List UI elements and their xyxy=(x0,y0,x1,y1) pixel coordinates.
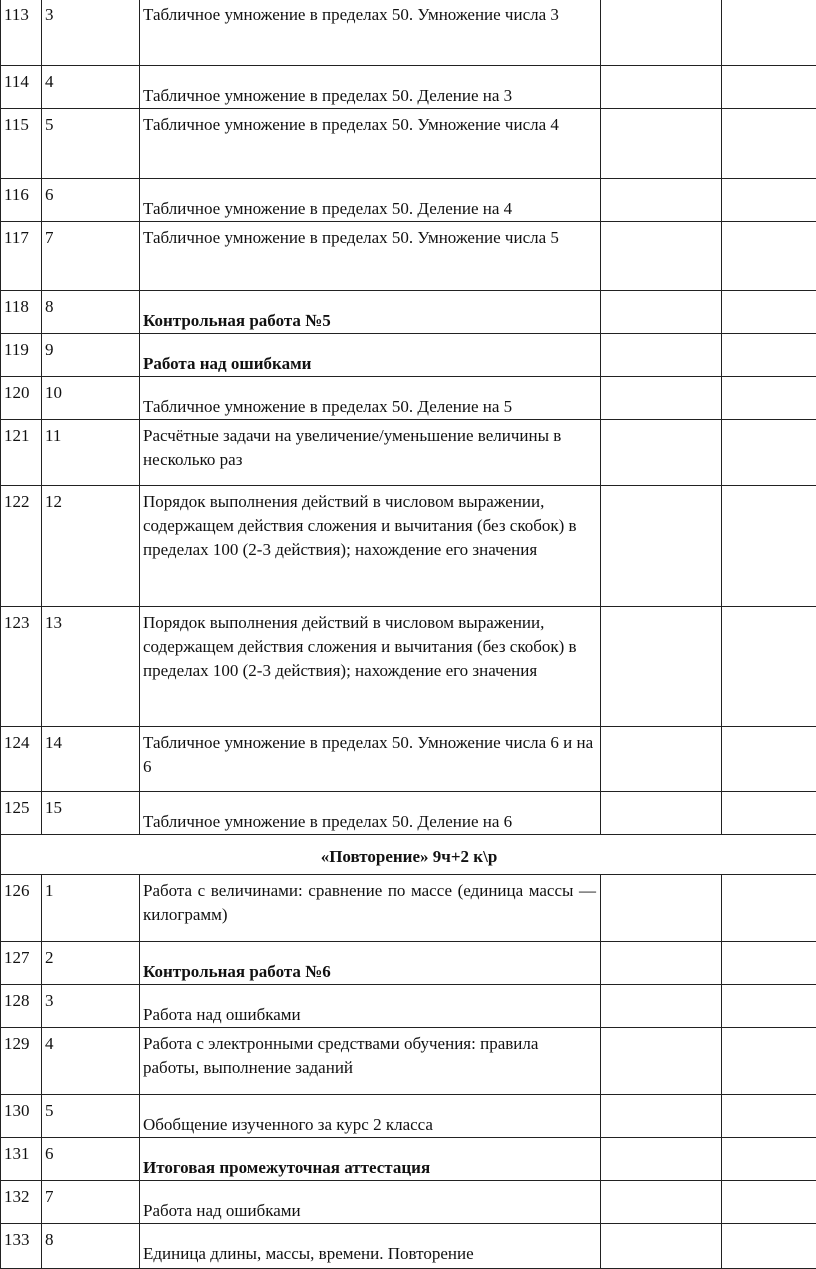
lesson-number: 118 xyxy=(1,291,42,334)
lesson-row xyxy=(1,291,816,334)
lesson-row xyxy=(1,222,816,291)
lesson-date-cell xyxy=(722,420,816,486)
lesson-row xyxy=(1,1028,816,1095)
lesson-row xyxy=(1,179,816,222)
lesson-hours-cell xyxy=(601,792,722,835)
lesson-index: 7 xyxy=(42,1181,140,1224)
lesson-date-cell xyxy=(722,66,816,109)
lesson-row xyxy=(1,942,816,985)
lesson-hours-cell xyxy=(601,66,722,109)
lesson-hours-cell xyxy=(601,420,722,486)
lesson-index: 3 xyxy=(42,985,140,1028)
lesson-date-cell xyxy=(722,607,816,727)
lesson-hours-cell xyxy=(601,607,722,727)
lesson-date-cell xyxy=(722,985,816,1028)
lesson-number: 114 xyxy=(1,66,42,109)
section-row xyxy=(1,835,816,875)
lesson-number: 133 xyxy=(1,1224,42,1269)
lesson-hours-cell xyxy=(601,377,722,420)
lesson-date-cell xyxy=(722,1095,816,1138)
lesson-plan-body xyxy=(1,0,816,1269)
lesson-index: 2 xyxy=(42,942,140,985)
lesson-hours-cell xyxy=(601,291,722,334)
lesson-hours-cell xyxy=(601,942,722,985)
lesson-hours-cell xyxy=(601,1224,722,1269)
lesson-row xyxy=(1,420,816,486)
lesson-row xyxy=(1,0,816,66)
lesson-row xyxy=(1,377,816,420)
lesson-topic: Контрольная работа №6 xyxy=(140,942,601,985)
lesson-date-cell xyxy=(722,1181,816,1224)
lesson-index: 15 xyxy=(42,792,140,835)
lesson-hours-cell xyxy=(601,985,722,1028)
lesson-row xyxy=(1,486,816,607)
lesson-index: 8 xyxy=(42,291,140,334)
lesson-date-cell xyxy=(722,377,816,420)
lesson-index: 7 xyxy=(42,222,140,291)
lesson-number: 132 xyxy=(1,1181,42,1224)
lesson-topic: Работа с величинами: сравнение по массе (единица массы — килограмм) xyxy=(140,875,601,942)
lesson-number: 126 xyxy=(1,875,42,942)
lesson-number: 124 xyxy=(1,727,42,792)
lesson-row xyxy=(1,1181,816,1224)
lesson-number: 131 xyxy=(1,1138,42,1181)
lesson-hours-cell xyxy=(601,222,722,291)
lesson-index: 3 xyxy=(42,0,140,66)
lesson-hours-cell xyxy=(601,1138,722,1181)
lesson-number: 123 xyxy=(1,607,42,727)
lesson-date-cell xyxy=(722,942,816,985)
lesson-number: 122 xyxy=(1,486,42,607)
lesson-topic: Обобщение изученного за курс 2 класса xyxy=(140,1095,601,1138)
lesson-index: 9 xyxy=(42,334,140,377)
lesson-number: 129 xyxy=(1,1028,42,1095)
lesson-number: 117 xyxy=(1,222,42,291)
lesson-index: 8 xyxy=(42,1224,140,1269)
lesson-topic: Единица длины, массы, времени. Повторение xyxy=(140,1224,601,1269)
lesson-date-cell xyxy=(722,109,816,179)
lesson-index: 13 xyxy=(42,607,140,727)
lesson-date-cell xyxy=(722,291,816,334)
lesson-hours-cell xyxy=(601,875,722,942)
lesson-topic: Работа с электронными средствами обучения: правила работы, выполнение заданий xyxy=(140,1028,601,1095)
lesson-date-cell xyxy=(722,0,816,66)
section-header: «Повторение» 9ч+2 к\р xyxy=(1,835,816,875)
lesson-number: 116 xyxy=(1,179,42,222)
lesson-number: 115 xyxy=(1,109,42,179)
lesson-number: 130 xyxy=(1,1095,42,1138)
lesson-topic: Порядок выполнения действий в числовом выражении, содержащем действия сложения и вычитания (без скобок) в пределах 100 (2-3 действия); нахождение его значения xyxy=(140,486,601,607)
lesson-row xyxy=(1,792,816,835)
lesson-topic: Расчётные задачи на увеличение/уменьшение величины в несколько раз xyxy=(140,420,601,486)
lesson-topic: Табличное умножение в пределах 50. Деление на 5 xyxy=(140,377,601,420)
lesson-hours-cell xyxy=(601,1028,722,1095)
lesson-index: 5 xyxy=(42,1095,140,1138)
lesson-index: 10 xyxy=(42,377,140,420)
lesson-topic: Работа над ошибками xyxy=(140,334,601,377)
lesson-index: 6 xyxy=(42,179,140,222)
lesson-index: 4 xyxy=(42,66,140,109)
lesson-date-cell xyxy=(722,792,816,835)
lesson-topic: Табличное умножение в пределах 50. Умножение числа 3 xyxy=(140,0,601,66)
lesson-topic: Табличное умножение в пределах 50. Умножение числа 6 и на 6 xyxy=(140,727,601,792)
lesson-topic: Табличное умножение в пределах 50. Деление на 3 xyxy=(140,66,601,109)
lesson-topic: Порядок выполнения действий в числовом выражении, содержащем действия сложения и вычитания (без скобок) в пределах 100 (2-3 действия); нахождение его значения xyxy=(140,607,601,727)
lesson-date-cell xyxy=(722,222,816,291)
lesson-hours-cell xyxy=(601,486,722,607)
lesson-date-cell xyxy=(722,727,816,792)
lesson-topic: Табличное умножение в пределах 50. Умножение числа 4 xyxy=(140,109,601,179)
lesson-number: 125 xyxy=(1,792,42,835)
lesson-index: 11 xyxy=(42,420,140,486)
lesson-number: 113 xyxy=(1,0,42,66)
lesson-row xyxy=(1,985,816,1028)
lesson-date-cell xyxy=(722,334,816,377)
lesson-index: 14 xyxy=(42,727,140,792)
lesson-topic: Работа над ошибками xyxy=(140,985,601,1028)
lesson-row xyxy=(1,334,816,377)
lesson-row xyxy=(1,1095,816,1138)
lesson-topic: Табличное умножение в пределах 50. Деление на 4 xyxy=(140,179,601,222)
lesson-index: 1 xyxy=(42,875,140,942)
lesson-row xyxy=(1,875,816,942)
lesson-index: 4 xyxy=(42,1028,140,1095)
lesson-row xyxy=(1,607,816,727)
lesson-date-cell xyxy=(722,875,816,942)
lesson-index: 6 xyxy=(42,1138,140,1181)
lesson-row xyxy=(1,1224,816,1269)
lesson-row xyxy=(1,66,816,109)
lesson-date-cell xyxy=(722,1138,816,1181)
lesson-number: 127 xyxy=(1,942,42,985)
lesson-topic: Работа над ошибками xyxy=(140,1181,601,1224)
lesson-number: 119 xyxy=(1,334,42,377)
lesson-number: 121 xyxy=(1,420,42,486)
lesson-number: 120 xyxy=(1,377,42,420)
lesson-date-cell xyxy=(722,1224,816,1269)
lesson-topic: Табличное умножение в пределах 50. Умножение числа 5 xyxy=(140,222,601,291)
lesson-date-cell xyxy=(722,1028,816,1095)
lesson-date-cell xyxy=(722,179,816,222)
lesson-number: 128 xyxy=(1,985,42,1028)
lesson-index: 12 xyxy=(42,486,140,607)
lesson-hours-cell xyxy=(601,109,722,179)
lesson-hours-cell xyxy=(601,179,722,222)
lesson-topic: Контрольная работа №5 xyxy=(140,291,601,334)
lesson-hours-cell xyxy=(601,727,722,792)
lesson-topic: Табличное умножение в пределах 50. Деление на 6 xyxy=(140,792,601,835)
lesson-hours-cell xyxy=(601,1181,722,1224)
lesson-row xyxy=(1,1138,816,1181)
lesson-hours-cell xyxy=(601,334,722,377)
lesson-hours-cell xyxy=(601,0,722,66)
lesson-hours-cell xyxy=(601,1095,722,1138)
lesson-row xyxy=(1,727,816,792)
lesson-topic: Итоговая промежуточная аттестация xyxy=(140,1138,601,1181)
lesson-row xyxy=(1,109,816,179)
lesson-date-cell xyxy=(722,486,816,607)
lesson-index: 5 xyxy=(42,109,140,179)
